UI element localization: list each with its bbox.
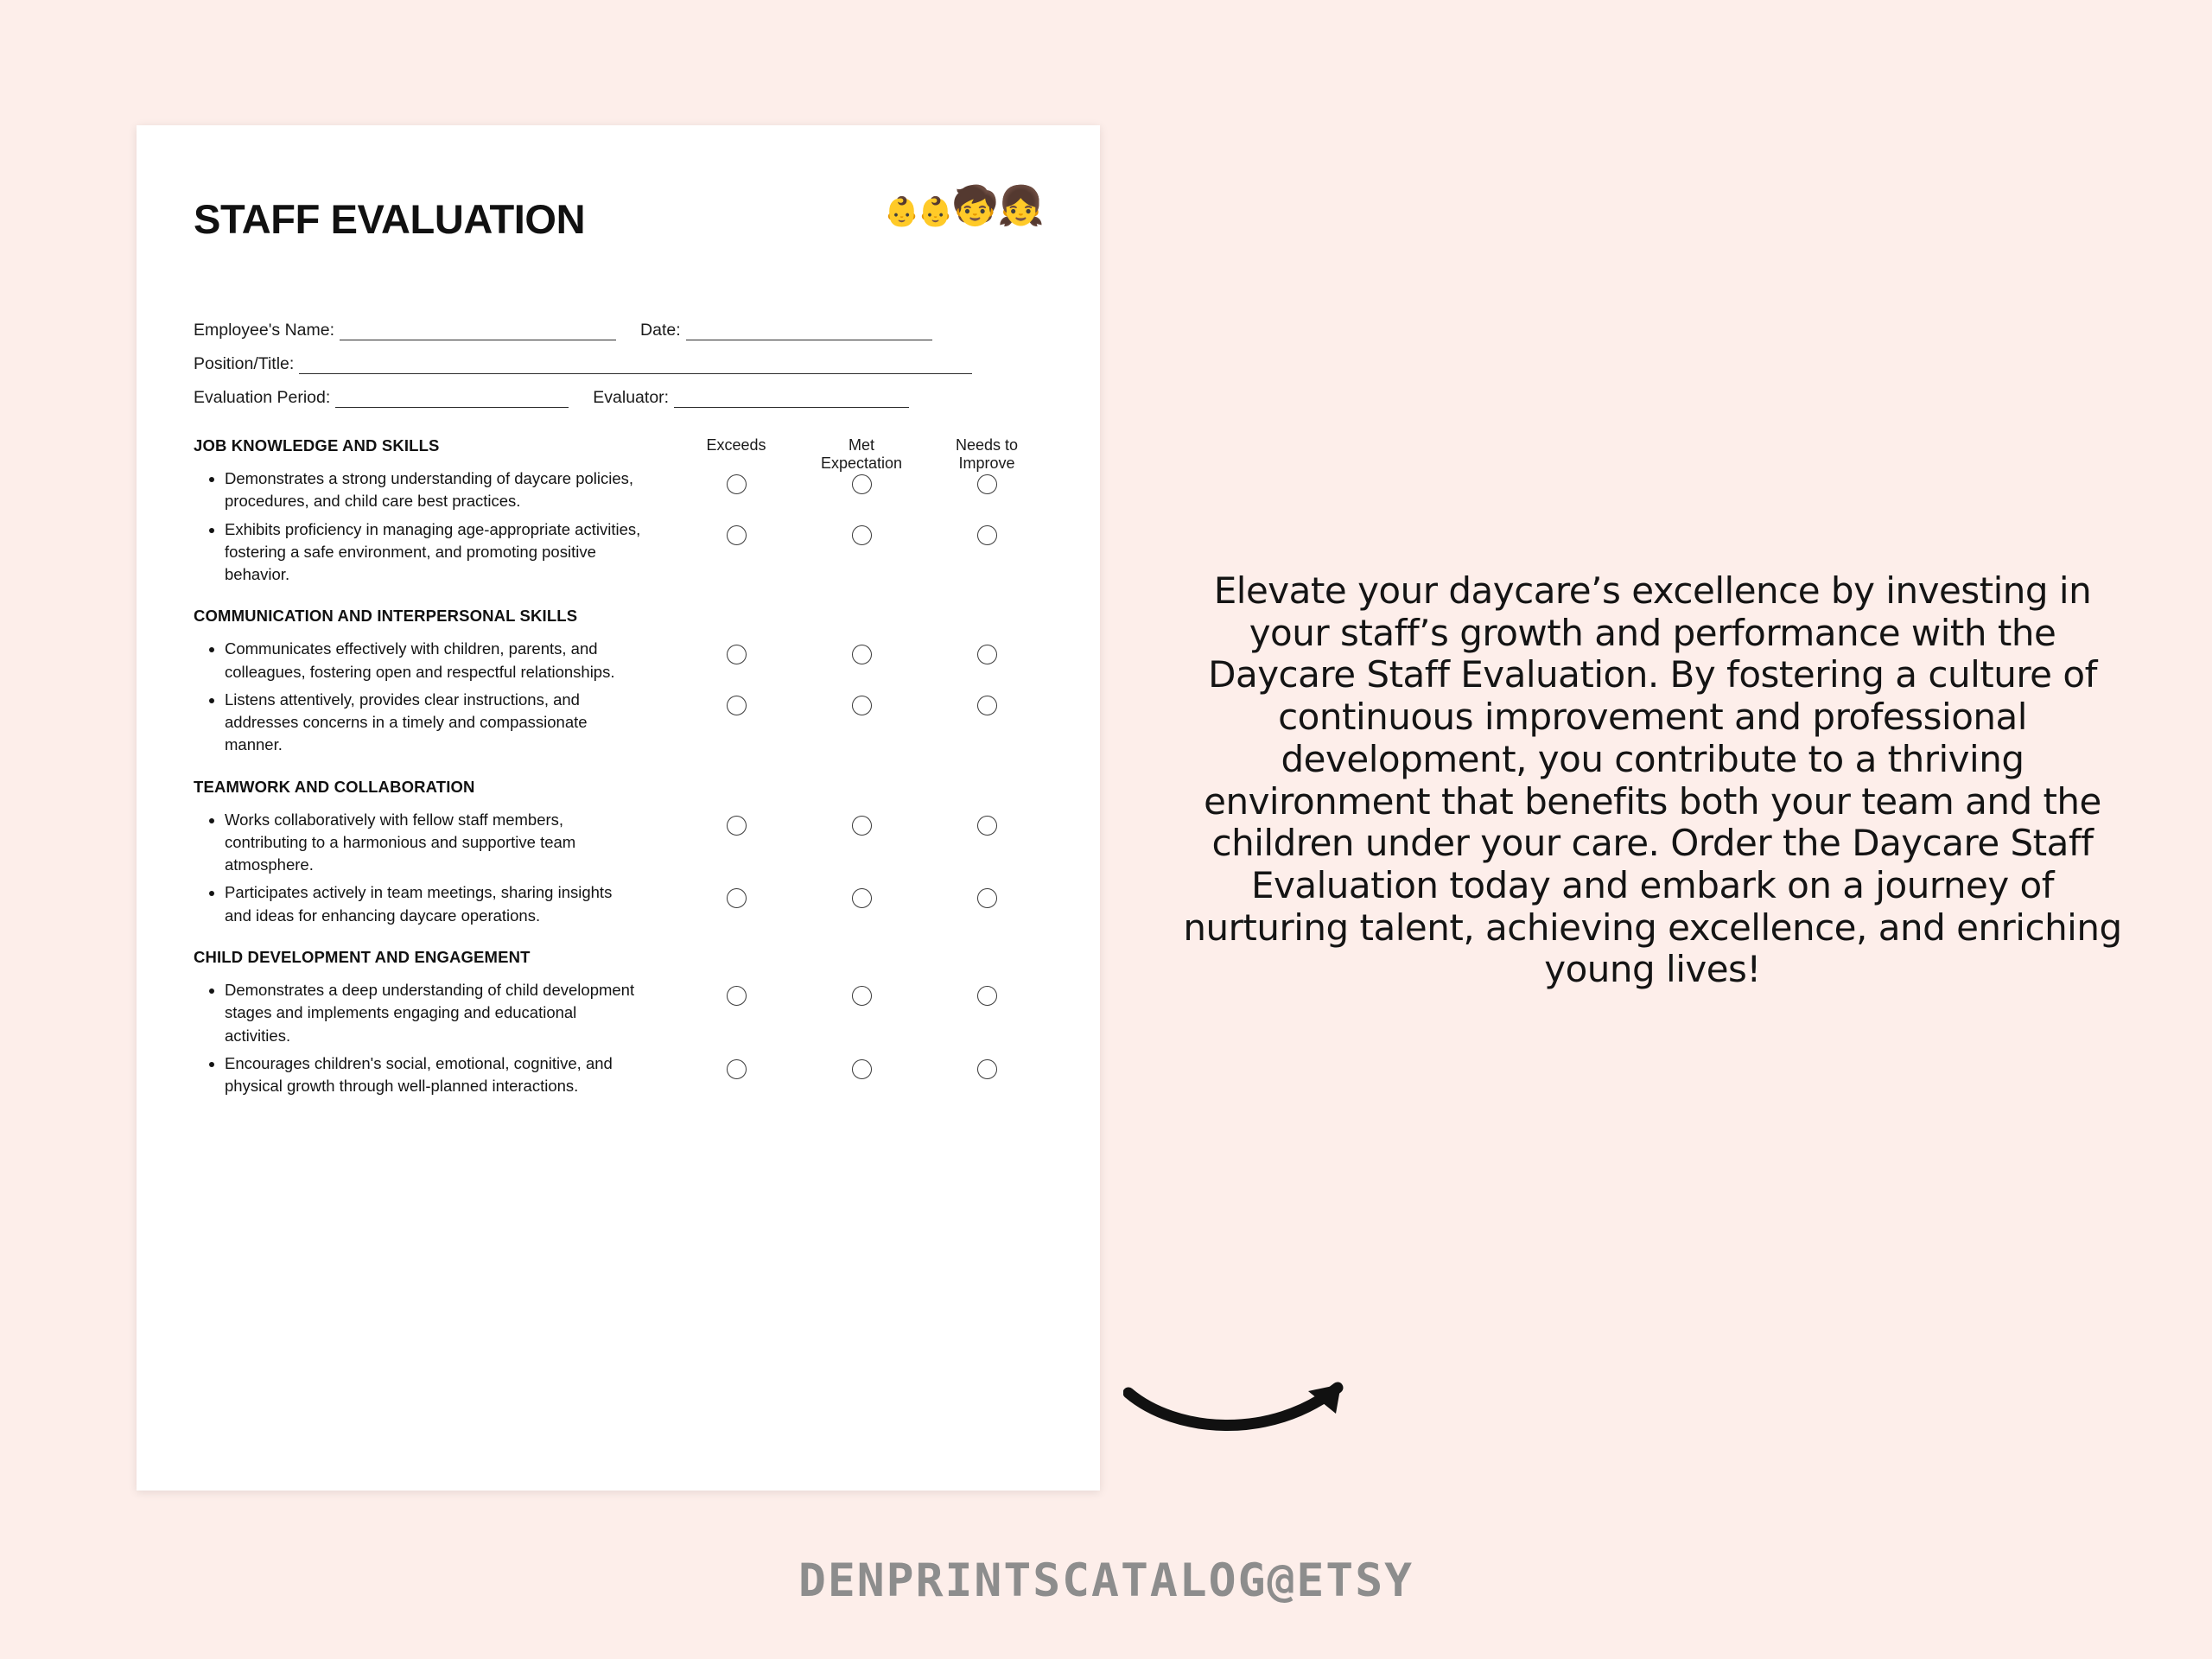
column-header-exceeds: Exceeds	[706, 436, 766, 454]
radio-exceeds[interactable]	[727, 474, 747, 494]
radio-exceeds[interactable]	[727, 888, 747, 908]
position-title-label: Position/Title:	[194, 354, 295, 373]
section-title: JOB KNOWLEDGE AND SKILLS	[194, 436, 440, 454]
radio-needs-improve[interactable]	[977, 816, 997, 836]
table-row	[194, 638, 1043, 683]
radio-exceeds[interactable]	[727, 1059, 747, 1079]
radio-met-expectation[interactable]	[852, 645, 872, 664]
criterion-text: • Exhibits proficiency in managing age-appropriate activities, fostering a safe environment, and promoting positive behavior.	[225, 518, 643, 587]
radio-needs-improve[interactable]	[977, 696, 997, 715]
radio-met-expectation[interactable]	[852, 696, 872, 715]
document-header	[194, 175, 1043, 270]
field-row-period-evaluator	[194, 385, 1043, 408]
page-title: STAFF EVALUATION	[194, 196, 586, 242]
table-row	[194, 979, 1043, 1047]
rating-group	[680, 525, 1043, 545]
evaluation-period-input[interactable]	[335, 392, 569, 408]
criterion-text: • Demonstrates a deep understanding of child development stages and implements engaging and educational activities.	[225, 979, 643, 1047]
radio-exceeds[interactable]	[727, 986, 747, 1006]
radio-needs-improve[interactable]	[977, 474, 997, 494]
table-row	[194, 809, 1043, 877]
rating-group	[680, 888, 1043, 908]
evaluator-input[interactable]	[674, 392, 909, 408]
rating-group	[680, 696, 1043, 715]
radio-met-expectation[interactable]	[852, 816, 872, 836]
radio-needs-improve[interactable]	[977, 1059, 997, 1079]
table-row	[194, 689, 1043, 757]
radio-met-expectation[interactable]	[852, 474, 872, 494]
family-illustration-icon: 👶👶🧒👧	[884, 185, 1043, 227]
rating-group	[680, 816, 1043, 836]
evaluator-label: Evaluator:	[593, 388, 670, 407]
table-row	[194, 881, 1043, 927]
section-job-knowledge	[194, 436, 1043, 586]
evaluation-table	[194, 436, 1043, 1097]
curved-arrow-icon	[1123, 1331, 1495, 1452]
rating-group	[680, 474, 1043, 494]
date-input[interactable]	[686, 325, 932, 340]
position-title-input[interactable]	[299, 359, 972, 374]
criterion-text: • Encourages children's social, emotional, cognitive, and physical growth through well-planned interactions.	[225, 1052, 643, 1098]
document-sheet	[137, 125, 1100, 1491]
rating-group	[680, 986, 1043, 1006]
radio-exceeds[interactable]	[727, 696, 747, 715]
radio-met-expectation[interactable]	[852, 525, 872, 545]
radio-exceeds[interactable]	[727, 525, 747, 545]
radio-exceeds[interactable]	[727, 645, 747, 664]
evaluation-period-label: Evaluation Period:	[194, 388, 331, 407]
criterion-text: • Works collaboratively with fellow staff members, contributing to a harmonious and supportive team atmosphere.	[225, 809, 643, 877]
column-header-met-expectation: Met Expectation	[820, 436, 903, 473]
employee-name-label: Employee's Name:	[194, 321, 335, 340]
radio-needs-improve[interactable]	[977, 986, 997, 1006]
rating-group	[680, 645, 1043, 664]
radio-needs-improve[interactable]	[977, 645, 997, 664]
section-title: TEAMWORK AND COLLABORATION	[194, 777, 475, 796]
employee-name-input[interactable]	[340, 325, 616, 340]
promo-text: Elevate your daycare’s excellence by investing in your staff’s growth and performance with the Daycare Staff Evaluation. By fostering a culture of continuous improvement and professional development, you contribute to a thriving environment that benefits both your team and the children under your care. Order the Daycare Staff Evaluation today and embark on a journey of nurturing talent, achieving excellence, and enriching young lives!	[1183, 569, 2122, 991]
criterion-text: • Participates actively in team meetings, sharing insights and ideas for enhancing daycare operations.	[225, 881, 643, 927]
table-row	[194, 518, 1043, 587]
radio-needs-improve[interactable]	[977, 888, 997, 908]
field-row-position	[194, 352, 1043, 374]
table-row	[194, 467, 1043, 513]
radio-exceeds[interactable]	[727, 816, 747, 836]
criterion-text: • Demonstrates a strong understanding of daycare policies, procedures, and child care best practices.	[225, 467, 643, 513]
radio-needs-improve[interactable]	[977, 525, 997, 545]
radio-met-expectation[interactable]	[852, 1059, 872, 1079]
radio-met-expectation[interactable]	[852, 986, 872, 1006]
rating-group	[680, 1059, 1043, 1079]
column-header-needs-to-improve: Needs to Improve	[955, 436, 1019, 473]
radio-met-expectation[interactable]	[852, 888, 872, 908]
shop-footer: DENPRINTSCATALOG@ETSY	[798, 1554, 1414, 1607]
table-row	[194, 1052, 1043, 1098]
form-fields	[194, 318, 1043, 408]
criterion-text: • Listens attentively, provides clear instructions, and addresses concerns in a timely and compassionate manner.	[225, 689, 643, 757]
section-child-development	[194, 948, 1043, 1097]
criterion-text: • Communicates effectively with children, parents, and colleagues, fostering open and respectful relationships.	[225, 638, 643, 683]
section-teamwork	[194, 778, 1043, 927]
section-title: CHILD DEVELOPMENT AND ENGAGEMENT	[194, 947, 531, 966]
date-label: Date:	[640, 321, 681, 340]
section-title: COMMUNICATION AND INTERPERSONAL SKILLS	[194, 607, 578, 626]
field-row-name-date	[194, 318, 1043, 340]
section-communication	[194, 607, 1043, 756]
